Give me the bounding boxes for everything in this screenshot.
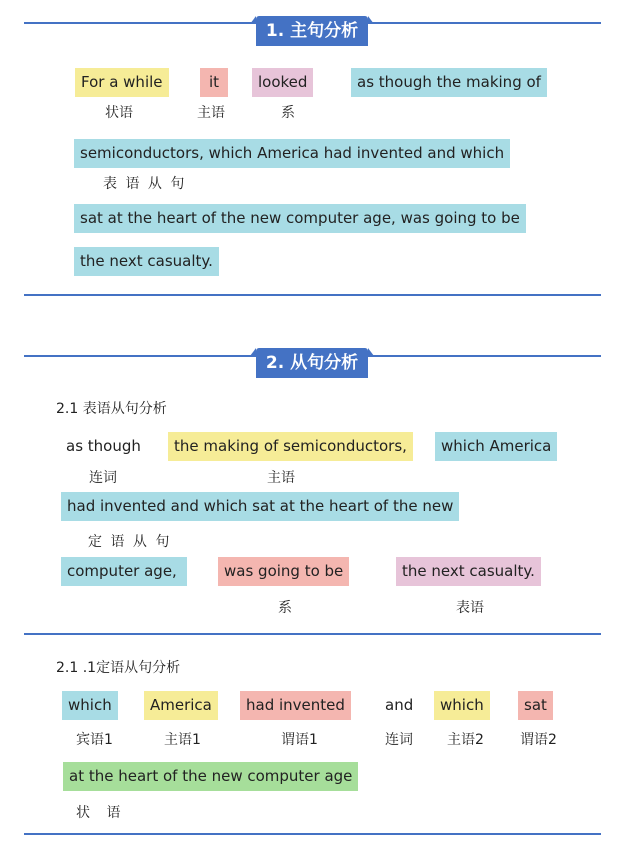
chunk-subject-which: which bbox=[434, 691, 490, 720]
chunk-predicative-2: semiconductors, which America had invented and which bbox=[74, 139, 510, 168]
section1-banner: 1. 主句分析 bbox=[256, 16, 368, 46]
chunk-attributive-3: computer age, bbox=[61, 557, 187, 586]
label-predicative-clause: 表 语 从 句 bbox=[103, 176, 187, 192]
label-linking-verb: 系 bbox=[281, 105, 295, 121]
chunk-predicative-3: sat at the heart of the new computer age, was going to be bbox=[74, 204, 526, 233]
label-subject: 主语 bbox=[197, 105, 225, 121]
section2-banner: 2. 从句分析 bbox=[256, 348, 368, 378]
chunk-predicative-1: as though the making of bbox=[351, 68, 547, 97]
chunk-conjunction-and: and bbox=[385, 696, 414, 714]
section1-bottom-rule bbox=[24, 294, 601, 296]
chunk-attributive-2: had invented and which sat at the heart of the new bbox=[61, 492, 459, 521]
chunk-conjunction: as though bbox=[66, 437, 141, 455]
label-predicate-1: 谓语1 bbox=[281, 732, 318, 748]
label-object-1: 宾语1 bbox=[76, 732, 113, 748]
chunk-attributive-1: which America bbox=[435, 432, 557, 461]
label-conjunction: 连词 bbox=[89, 470, 117, 486]
chunk-adverbial-phrase: at the heart of the new computer age bbox=[63, 762, 358, 791]
chunk-subject-america: America bbox=[144, 691, 218, 720]
label-clause-predicative: 表语 bbox=[456, 600, 484, 616]
label-adverbial: 状语 bbox=[105, 105, 133, 121]
chunk-predicate-had-invented: had invented bbox=[240, 691, 351, 720]
chunk-predicative-4: the next casualty. bbox=[74, 247, 219, 276]
label-clause-linking-verb: 系 bbox=[278, 600, 292, 616]
label-subject-2: 主语2 bbox=[447, 732, 484, 748]
label-conjunction-and: 连词 bbox=[385, 732, 413, 748]
label-subject-1: 主语1 bbox=[164, 732, 201, 748]
subsection-heading-2-1: 2.1 表语从句分析 bbox=[56, 401, 167, 417]
subsection-heading-2-1-1: 2.1 .1定语从句分析 bbox=[56, 660, 181, 676]
chunk-subject: it bbox=[200, 68, 228, 97]
chunk-predicate-sat: sat bbox=[518, 691, 553, 720]
chunk-clause-subject: the making of semiconductors, bbox=[168, 432, 413, 461]
label-attributive-clause: 定 语 从 句 bbox=[88, 534, 172, 550]
label-adverbial-phrase: 状 语 bbox=[76, 805, 127, 821]
label-predicate-2: 谓语2 bbox=[520, 732, 557, 748]
label-clause-subject: 主语 bbox=[267, 470, 295, 486]
chunk-adverbial: For a while bbox=[75, 68, 169, 97]
chunk-clause-predicative: the next casualty. bbox=[396, 557, 541, 586]
chunk-linking-verb: looked bbox=[252, 68, 313, 97]
chunk-object-which: which bbox=[62, 691, 118, 720]
subsection-divider bbox=[24, 633, 601, 635]
section2-bottom-rule bbox=[24, 833, 601, 835]
chunk-clause-linking-verb: was going to be bbox=[218, 557, 349, 586]
